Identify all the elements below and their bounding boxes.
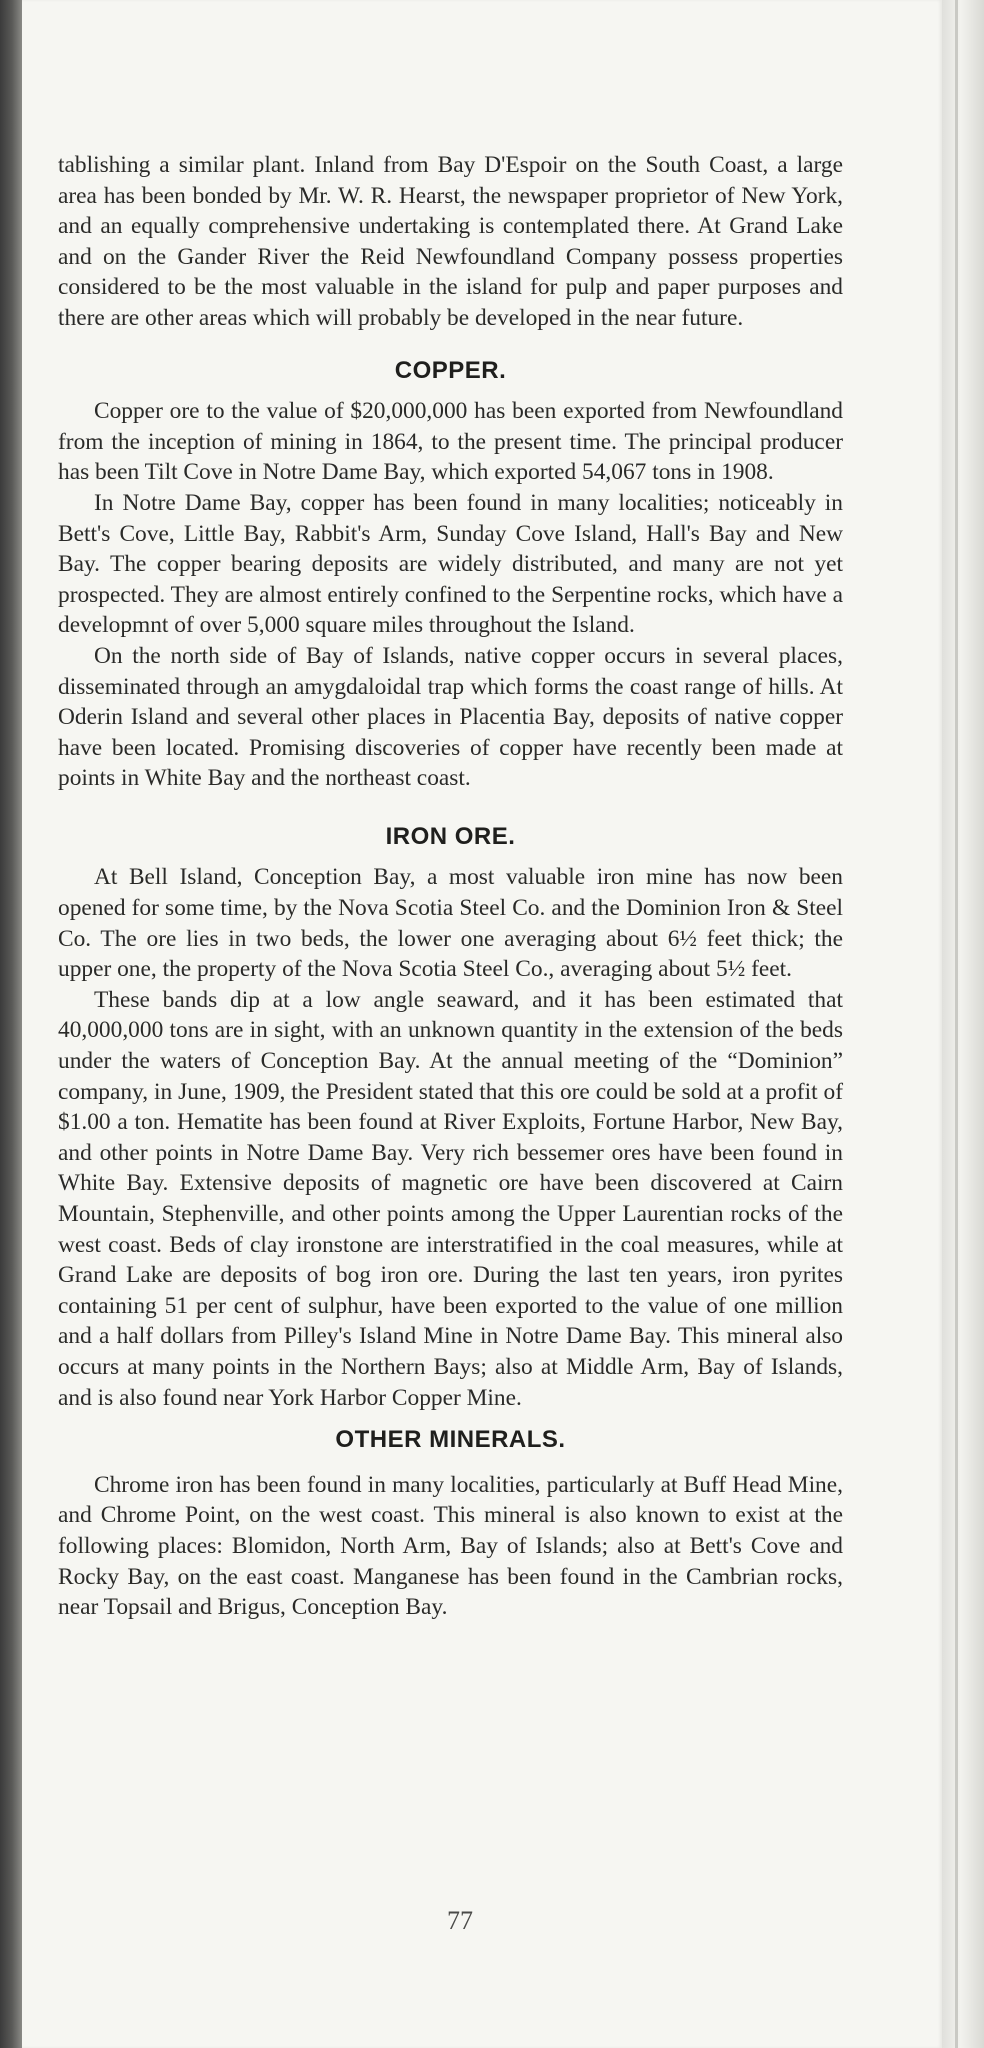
iron-ore-paragraph-2: These bands dip at a low angle seaward, and it has been estimated that 40,000,000 tons are in sight, with an unknown quantity in the extension of the beds under the waters of Conception Bay. At the annual meeting of the “Dominion” company, in June, 1909, the President stated that this ore could be sold at a profit of $1.00 a ton. Hematite has been found at River Exploits, Fortune Harbor, New Bay, and other points in Notre Dame Bay. Very rich bessemer ores have been found in White Bay. Extensive deposits of magnetic ore have been discovered at Cairn Mountain, Stephenville, and other points among the Upper Laurentian rocks of the west coast. Beds of clay ironstone are interstratified in the coal measures, while at Grand Lake are deposits of bog iron ore. During the last ten years, iron pyrites containing 51 per cent of sulphur, have been exported to the value of one million and a half dollars from Pilley's Island Mine in Notre Dame Bay. This mineral also occurs at many points in the Northern Bays; also at Middle Arm, Bay of Islands, and is also found near York Harbor Copper Mine. [58,986,843,1411]
copper-paragraph-2: In Notre Dame Bay, copper has been found in many localities; noticeably in Bett's Cove, Little Bay, Rabbit's Arm, Sunday Cove Island, Hall's Bay and New Bay. The copper bearing deposits are widely distributed, and many are not yet prospected. They are almost entirely confined to the Serpentine rocks, which have a developmnt of over 5,000 square miles throughout the Island. [58,489,843,639]
iron-ore-paragraph-1: At Bell Island, Conception Bay, a most valuable iron mine has now been opened for some time, by the Nova Scotia Steel Co. and the Dominion Iron & Steel Co. The ore lies in two beds, the lower one averaging about 6½ feet thick; the upper one, the property of the Nova Scotia Steel Co., averaging about 5½ feet. [58,864,843,983]
book-spine-shadow [0,0,22,2048]
page-edge-line [955,0,958,2048]
page-edge-right [942,0,984,2048]
copper-heading: COPPER. [394,356,507,384]
iron-ore-heading: IRON ORE. [385,822,516,850]
page-text-body [58,150,843,1623]
copper-paragraph-1: Copper ore to the value of $20,000,000 has been exported from Newfoundland from the inception of mining in 1864, to the present time. The principal producer has been Tilt Cove in Notre Dame Bay, which exported 54,067 tons in 1908. [58,398,843,486]
intro-paragraph: tablishing a similar plant. Inland from Bay D'Espoir on the South Coast, a large area has been bonded by Mr. W. R. Hearst, the newspaper proprietor of New York, and an equally comprehensive undertaking is contemplated there. At Grand Lake and on the Gander River the Reid Newfoundland Company possess properties considered to be the most valuable in the island for pulp and paper purposes and there are other areas which will probably be developed in the near future. [58,152,843,331]
copper-paragraph-3: On the north side of Bay of Islands, native copper occurs in several places, disseminated through an amygdaloidal trap which forms the coast range of hills. At Oderin Island and several other places in Placentia Bay, deposits of native copper have been located. Promising discoveries of copper have recently been made at points in White Bay and the northeast coast. [58,642,843,792]
page-number: 77 [447,1906,473,1935]
other-minerals-heading: OTHER MINERALS. [335,1426,566,1454]
other-minerals-paragraph-1: Chrome iron has been found in many localities, particularly at Buff Head Mine, and Chrome Point, on the west coast. This mineral is also known to exist at the following places: Blomidon, North Arm, Bay of Islands; also at Bett's Cove and Rocky Bay, on the east coast. Manganese has been found in the Cambrian rocks, near Topsail and Brigus, Conception Bay. [58,1471,843,1621]
